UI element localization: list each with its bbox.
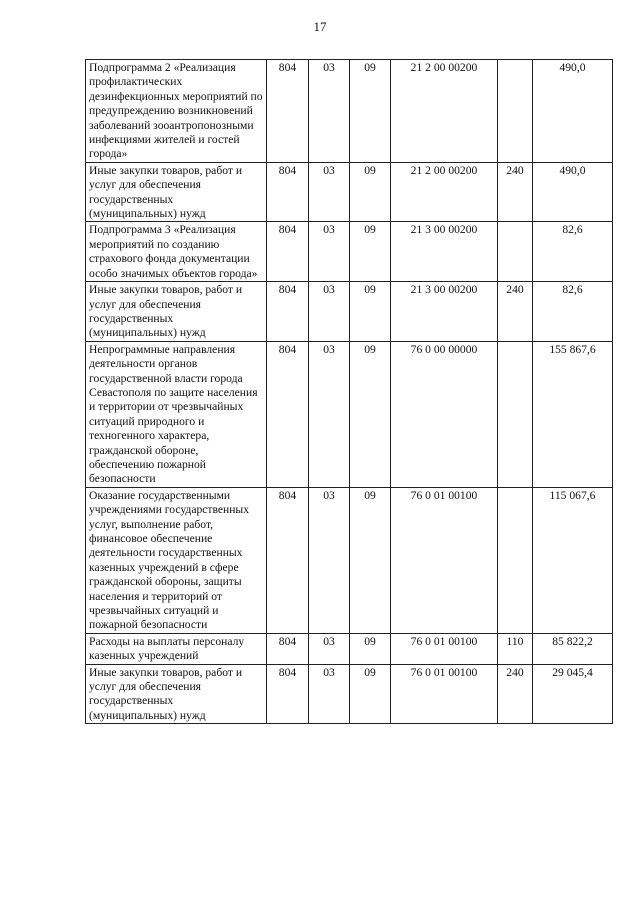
department-code-cell: 804 — [267, 282, 309, 342]
department-code-cell: 804 — [267, 664, 309, 724]
table-row — [86, 664, 613, 724]
table-row — [86, 222, 613, 282]
amount-cell: 85 822,2 — [533, 633, 613, 664]
department-code-cell: 804 — [267, 341, 309, 487]
target-item-code-cell: 21 3 00 00200 — [391, 282, 498, 342]
subsection-code-cell: 09 — [350, 487, 391, 633]
department-code-cell: 804 — [267, 487, 309, 633]
table-row — [86, 162, 613, 222]
expense-type-code-cell: 110 — [498, 633, 533, 664]
section-code-cell: 03 — [309, 341, 350, 487]
department-code-cell: 804 — [267, 60, 309, 163]
row-name-cell: Расходы на выплаты персоналу казенных учреждений — [86, 633, 267, 664]
subsection-code-cell: 09 — [350, 664, 391, 724]
target-item-code-cell: 21 2 00 00200 — [391, 60, 498, 163]
amount-cell: 490,0 — [533, 162, 613, 222]
subsection-code-cell: 09 — [350, 633, 391, 664]
department-code-cell: 804 — [267, 633, 309, 664]
amount-cell: 155 867,6 — [533, 341, 613, 487]
table-row — [86, 282, 613, 342]
amount-cell: 115 067,6 — [533, 487, 613, 633]
row-name-cell: Иные закупки товаров, работ и услуг для обеспечения государственных (муниципальных) нужд — [86, 162, 267, 222]
subsection-code-cell: 09 — [350, 222, 391, 282]
target-item-code-cell: 76 0 01 00100 — [391, 487, 498, 633]
target-item-code-cell: 21 2 00 00200 — [391, 162, 498, 222]
table-row — [86, 341, 613, 487]
department-code-cell: 804 — [267, 222, 309, 282]
expense-type-code-cell — [498, 60, 533, 163]
section-code-cell: 03 — [309, 282, 350, 342]
row-name-cell: Подпрограмма 2 «Реализация профилактических дезинфекционных мероприятий по предупреждению возникновений заболеваний зооантропонозными инфекциями жителей и гостей города» — [86, 60, 267, 163]
row-name-cell: Иные закупки товаров, работ и услуг для обеспечения государственных (муниципальных) нужд — [86, 282, 267, 342]
table-row — [86, 633, 613, 664]
expense-type-code-cell — [498, 487, 533, 633]
subsection-code-cell: 09 — [350, 162, 391, 222]
section-code-cell: 03 — [309, 664, 350, 724]
expense-type-code-cell: 240 — [498, 282, 533, 342]
budget-table — [85, 59, 613, 724]
subsection-code-cell: 09 — [350, 341, 391, 487]
section-code-cell: 03 — [309, 633, 350, 664]
target-item-code-cell: 76 0 00 00000 — [391, 341, 498, 487]
section-code-cell: 03 — [309, 162, 350, 222]
row-name-cell: Непрограммные направления деятельности органов государственной власти города Севастополя по защите населения и территории от чрезвычайных ситуаций природного и техногенного характера, гражданской обороне, обеспечению пожарной безопасности — [86, 341, 267, 487]
table-row — [86, 487, 613, 633]
target-item-code-cell: 21 3 00 00200 — [391, 222, 498, 282]
target-item-code-cell: 76 0 01 00100 — [391, 633, 498, 664]
row-name-cell: Иные закупки товаров, работ и услуг для обеспечения государственных (муниципальных) нужд — [86, 664, 267, 724]
target-item-code-cell: 76 0 01 00100 — [391, 664, 498, 724]
department-code-cell: 804 — [267, 162, 309, 222]
expense-type-code-cell: 240 — [498, 664, 533, 724]
subsection-code-cell: 09 — [350, 60, 391, 163]
subsection-code-cell: 09 — [350, 282, 391, 342]
section-code-cell: 03 — [309, 487, 350, 633]
page-number: 17 — [313, 19, 327, 34]
amount-cell: 490,0 — [533, 60, 613, 163]
row-name-cell: Оказание государственными учреждениями государственных услуг, выполнение работ, финансовое обеспечение деятельности государственных казенных учреждений в сфере гражданской обороны, защиты населения и территорий от чрезвычайных ситуаций и пожарной безопасности — [86, 487, 267, 633]
row-name-cell: Подпрограмма 3 «Реализация мероприятий по созданию страхового фонда документации особо значимых объектов города» — [86, 222, 267, 282]
table-row — [86, 60, 613, 163]
amount-cell: 29 045,4 — [533, 664, 613, 724]
expense-type-code-cell: 240 — [498, 162, 533, 222]
amount-cell: 82,6 — [533, 222, 613, 282]
section-code-cell: 03 — [309, 222, 350, 282]
expense-type-code-cell — [498, 222, 533, 282]
expense-type-code-cell — [498, 341, 533, 487]
amount-cell: 82,6 — [533, 282, 613, 342]
section-code-cell: 03 — [309, 60, 350, 163]
